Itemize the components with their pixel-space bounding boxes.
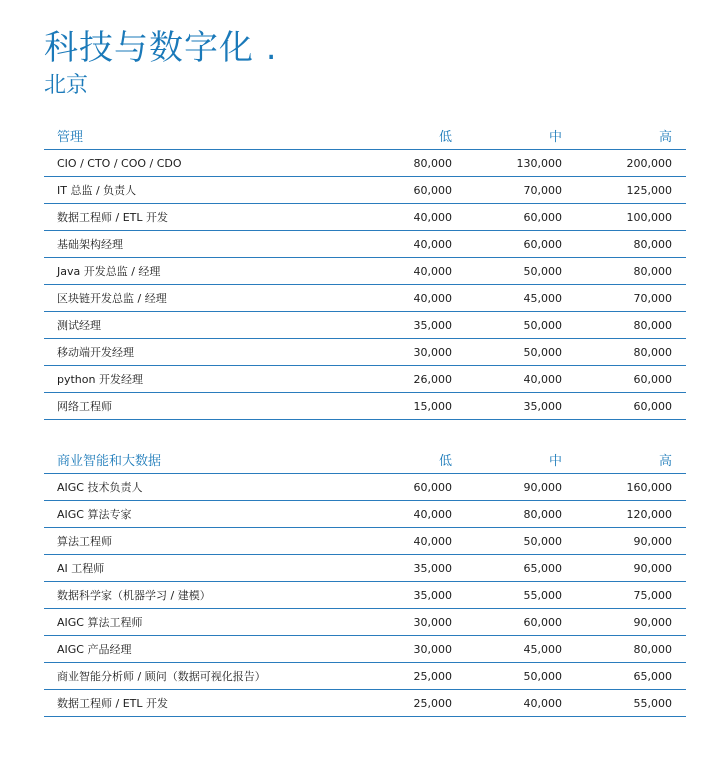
salary-mid: 40,000 [523, 696, 562, 710]
role-name: 网络工程师 [57, 400, 112, 413]
salary-low: 40,000 [413, 210, 452, 224]
salary-low: 25,000 [413, 669, 452, 683]
salary-mid: 60,000 [523, 237, 562, 251]
salary-mid: 60,000 [523, 210, 562, 224]
salary-low: 60,000 [413, 480, 452, 494]
salary-low: 35,000 [413, 561, 452, 575]
role-name: Java 开发总监 / 经理 [57, 265, 161, 278]
salary-high: 125,000 [626, 183, 672, 197]
salary-low: 40,000 [413, 534, 452, 548]
table-row [44, 393, 686, 420]
salary-high: 55,000 [633, 696, 672, 710]
salary-low: 40,000 [413, 264, 452, 278]
table-row [44, 258, 686, 285]
column-header-low: 低 [438, 130, 452, 145]
salary-high: 90,000 [633, 615, 672, 629]
salary-high: 80,000 [633, 642, 672, 656]
table-row [44, 474, 686, 501]
salary-low: 30,000 [413, 642, 452, 656]
salary-mid: 40,000 [523, 372, 562, 386]
column-header-high: 高 [658, 454, 672, 469]
table-row [44, 204, 686, 231]
column-header-mid: 中 [548, 454, 562, 469]
table-header-row [44, 446, 686, 474]
salary-mid: 70,000 [523, 183, 562, 197]
salary-low: 40,000 [413, 291, 452, 305]
section-heading: 管理 [57, 130, 84, 145]
salary-mid: 60,000 [523, 615, 562, 629]
salary-table-management [44, 122, 686, 420]
role-name: AIGC 技术负责人 [57, 481, 143, 494]
salary-mid: 35,000 [523, 399, 562, 413]
salary-low: 35,000 [413, 588, 452, 602]
salary-high: 160,000 [626, 480, 672, 494]
salary-high: 200,000 [626, 156, 672, 170]
table-row [44, 501, 686, 528]
role-name: 数据工程师 / ETL 开发 [57, 211, 168, 224]
salary-mid: 90,000 [523, 480, 562, 494]
salary-mid: 80,000 [523, 507, 562, 521]
role-name: 商业智能分析师 / 顾问（数据可视化报告） [57, 670, 266, 683]
role-name: AIGC 产品经理 [57, 643, 132, 656]
salary-mid: 50,000 [523, 318, 562, 332]
table-row [44, 528, 686, 555]
salary-low: 26,000 [413, 372, 452, 386]
table-row [44, 366, 686, 393]
salary-high: 120,000 [626, 507, 672, 521]
role-name: AIGC 算法工程师 [57, 616, 143, 629]
salary-high: 80,000 [633, 237, 672, 251]
table-row [44, 609, 686, 636]
role-name: 基础架构经理 [57, 238, 123, 251]
salary-mid: 50,000 [523, 345, 562, 359]
table-row [44, 582, 686, 609]
salary-high: 90,000 [633, 561, 672, 575]
role-name: 算法工程师 [57, 535, 112, 548]
role-name: AIGC 算法专家 [57, 508, 132, 521]
table-row [44, 339, 686, 366]
salary-mid: 50,000 [523, 264, 562, 278]
salary-mid: 50,000 [523, 669, 562, 683]
role-name: 移动端开发经理 [57, 346, 134, 359]
salary-high: 80,000 [633, 264, 672, 278]
salary-mid: 50,000 [523, 534, 562, 548]
role-name: python 开发经理 [57, 373, 143, 386]
salary-low: 30,000 [413, 345, 452, 359]
table-row [44, 663, 686, 690]
table-row [44, 555, 686, 582]
salary-high: 80,000 [633, 345, 672, 359]
salary-high: 80,000 [633, 318, 672, 332]
salary-mid: 55,000 [523, 588, 562, 602]
role-name: IT 总监 / 负责人 [57, 184, 137, 197]
salary-high: 60,000 [633, 372, 672, 386]
salary-high: 75,000 [633, 588, 672, 602]
role-name: AI 工程师 [57, 562, 105, 575]
role-name: 数据科学家（机器学习 / 建模） [57, 589, 211, 602]
role-name: 数据工程师 / ETL 开发 [57, 697, 168, 710]
role-name: 区块链开发总监 / 经理 [57, 292, 167, 305]
salary-low: 25,000 [413, 696, 452, 710]
salary-low: 60,000 [413, 183, 452, 197]
role-name: 测试经理 [57, 319, 101, 332]
table-row [44, 177, 686, 204]
role-name: CIO / CTO / COO / CDO [57, 156, 182, 170]
salary-mid: 65,000 [523, 561, 562, 575]
table-row [44, 312, 686, 339]
salary-low: 35,000 [413, 318, 452, 332]
salary-high: 60,000 [633, 399, 672, 413]
salary-high: 70,000 [633, 291, 672, 305]
salary-mid: 45,000 [523, 291, 562, 305]
page-title: 科技与数字化 . [44, 28, 278, 68]
salary-low: 40,000 [413, 507, 452, 521]
table-row [44, 150, 686, 177]
salary-mid: 45,000 [523, 642, 562, 656]
section-heading: 商业智能和大数据 [57, 454, 162, 469]
salary-low: 80,000 [413, 156, 452, 170]
salary-high: 90,000 [633, 534, 672, 548]
column-header-mid: 中 [548, 130, 562, 145]
column-header-high: 高 [658, 130, 672, 145]
salary-low: 40,000 [413, 237, 452, 251]
salary-low: 15,000 [413, 399, 452, 413]
table-header-row [44, 122, 686, 150]
salary-table-bi-bigdata [44, 446, 686, 717]
table-row [44, 636, 686, 663]
salary-mid: 130,000 [516, 156, 562, 170]
table-row [44, 231, 686, 258]
table-row [44, 690, 686, 717]
page-subtitle-city: 北京 [44, 73, 89, 98]
column-header-low: 低 [438, 454, 452, 469]
salary-high: 100,000 [626, 210, 672, 224]
salary-low: 30,000 [413, 615, 452, 629]
table-row [44, 285, 686, 312]
salary-high: 65,000 [633, 669, 672, 683]
